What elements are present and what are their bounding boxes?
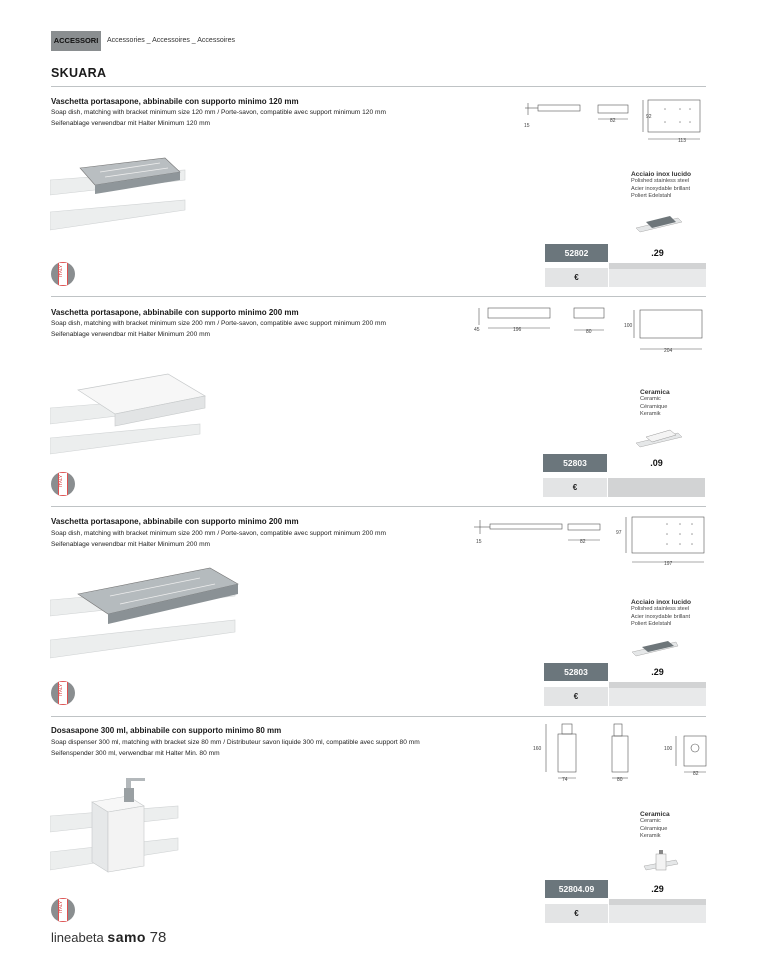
price-value xyxy=(609,269,706,287)
made-in-italy-badge: ITALY xyxy=(51,898,75,922)
technical-drawing xyxy=(520,95,710,150)
finish-thumbnail xyxy=(634,212,684,238)
finish-code: .29 xyxy=(651,248,664,258)
product-desc-de: Seifenspender 300 ml, verwendbar mit Halter Min. 80 mm xyxy=(51,750,220,757)
dimension-label: 100 xyxy=(664,746,673,752)
product-desc-en-fr: Soap dish, matching with bracket minimum size 120 mm / Porte-savon, compatible avec support minimum 120 mm xyxy=(51,109,386,116)
product-desc-de: Seifenablage verwendbar mit Halter Minimum 200 mm xyxy=(51,541,211,548)
product-photo xyxy=(50,368,210,458)
dimension-label: 82 xyxy=(580,539,586,545)
made-in-italy-badge: ITALY xyxy=(51,262,75,286)
product-code: 52803 xyxy=(543,454,607,472)
dimension-label: 204 xyxy=(664,348,673,354)
price-value xyxy=(608,478,705,497)
finish-thumbnail xyxy=(634,425,684,451)
finish-code: .09 xyxy=(650,458,663,468)
material-line: Poliert Edelstahl xyxy=(631,193,672,199)
price-currency: € xyxy=(545,904,608,923)
dimension-label: 74 xyxy=(562,777,568,783)
material-title: Ceramica xyxy=(640,389,670,396)
dimension-label: 45 xyxy=(474,327,480,333)
finish-thumbnail xyxy=(642,848,682,876)
finish-thumbnail xyxy=(630,636,680,662)
material-line: Keramik xyxy=(640,833,661,839)
product-title: Vaschetta portasapone, abbinabile con supporto minimo 200 mm xyxy=(51,517,299,526)
product-desc-de: Seifenablage verwendbar mit Halter Minimum 200 mm xyxy=(51,331,211,338)
divider xyxy=(51,296,706,297)
page-number: 78 xyxy=(149,929,167,946)
material-line: Acier inoxydable brillant xyxy=(631,613,691,620)
price-value xyxy=(609,905,706,923)
dimension-label: 97 xyxy=(616,530,622,536)
dimension-label: 197 xyxy=(664,561,673,567)
dimension-label: 80 xyxy=(586,329,592,335)
material-line: Céramique xyxy=(640,825,668,832)
dimension-label: 82 xyxy=(610,118,616,124)
dimension-label: 15 xyxy=(524,123,530,129)
divider xyxy=(51,716,706,717)
dimension-label: 80 xyxy=(617,777,623,783)
product-code: 52803 xyxy=(544,663,608,681)
series-title: SKUARA xyxy=(51,66,107,80)
material-line: Poliert Edelstahl xyxy=(631,621,672,627)
material-line: Acier inoxydable brillant xyxy=(631,185,691,192)
dimension-label: 82 xyxy=(693,771,699,777)
product-photo xyxy=(50,150,190,240)
dimension-label: 15 xyxy=(476,539,482,545)
footer-company-logo: samo xyxy=(107,929,146,945)
product-desc-en-fr: Soap dish, matching with bracket minimum size 200 mm / Porte-savon, compatible avec support minimum 200 mm xyxy=(51,530,386,537)
product-photo xyxy=(50,564,245,664)
product-desc-en-fr: Soap dish, matching with bracket minimum size 200 mm / Porte-savon, compatible avec support minimum 200 mm xyxy=(51,320,386,327)
material-line: Polished stainless steel xyxy=(631,606,690,612)
material-title: Acciaio inox lucido xyxy=(631,171,692,178)
product-desc-de: Seifenablage verwendbar mit Halter Minimum 120 mm xyxy=(51,120,211,127)
product-title: Vaschetta portasapone, abbinabile con supporto minimo 120 mm xyxy=(51,97,299,106)
finish-code: .29 xyxy=(651,884,664,894)
technical-drawing xyxy=(528,720,713,785)
technical-drawing xyxy=(470,514,710,569)
dimension-label: 92 xyxy=(646,114,652,120)
material-line: Céramique xyxy=(640,403,668,410)
divider xyxy=(51,86,706,87)
dimension-label: 100 xyxy=(624,323,633,329)
section-subtitle: Accessories _ Accessoires _ Accessoires xyxy=(107,37,235,44)
material-title: Ceramica xyxy=(640,811,670,818)
material-line: Ceramic xyxy=(640,818,661,824)
footer-brand: lineabeta xyxy=(51,930,104,945)
product-code: 52804.09 xyxy=(545,880,608,898)
product-code: 52802 xyxy=(545,244,608,262)
product-title: Dosasapone 300 ml, abbinabile con supporto minimo 80 mm xyxy=(51,726,282,735)
price-currency: € xyxy=(543,478,607,497)
material-line: Keramik xyxy=(640,411,661,417)
dimension-label: 160 xyxy=(533,746,542,752)
material-line: Ceramic xyxy=(640,396,661,402)
finish-code: .29 xyxy=(651,667,664,677)
material-title: Acciaio inox lucido xyxy=(631,599,692,606)
section-tab: ACCESSORI xyxy=(51,31,101,51)
technical-drawing xyxy=(470,303,710,358)
material-line: Polished stainless steel xyxy=(631,178,690,184)
price-value xyxy=(609,688,706,706)
made-in-italy-badge: ITALY xyxy=(51,681,75,705)
product-title: Vaschetta portasapone, abbinabile con supporto minimo 200 mm xyxy=(51,308,299,317)
dimension-label: 113 xyxy=(678,138,686,144)
dimension-label: 196 xyxy=(513,327,522,333)
product-desc-en-fr: Soap dispenser 300 ml, matching with bracket size 80 mm / Distributeur savon liquide 300 ml, compatible avec support 80 mm xyxy=(51,739,420,746)
divider xyxy=(51,506,706,507)
price-currency: € xyxy=(545,268,608,287)
made-in-italy-badge: ITALY xyxy=(51,472,75,496)
product-photo xyxy=(50,772,180,882)
footer xyxy=(51,929,166,946)
price-currency: € xyxy=(544,687,608,706)
